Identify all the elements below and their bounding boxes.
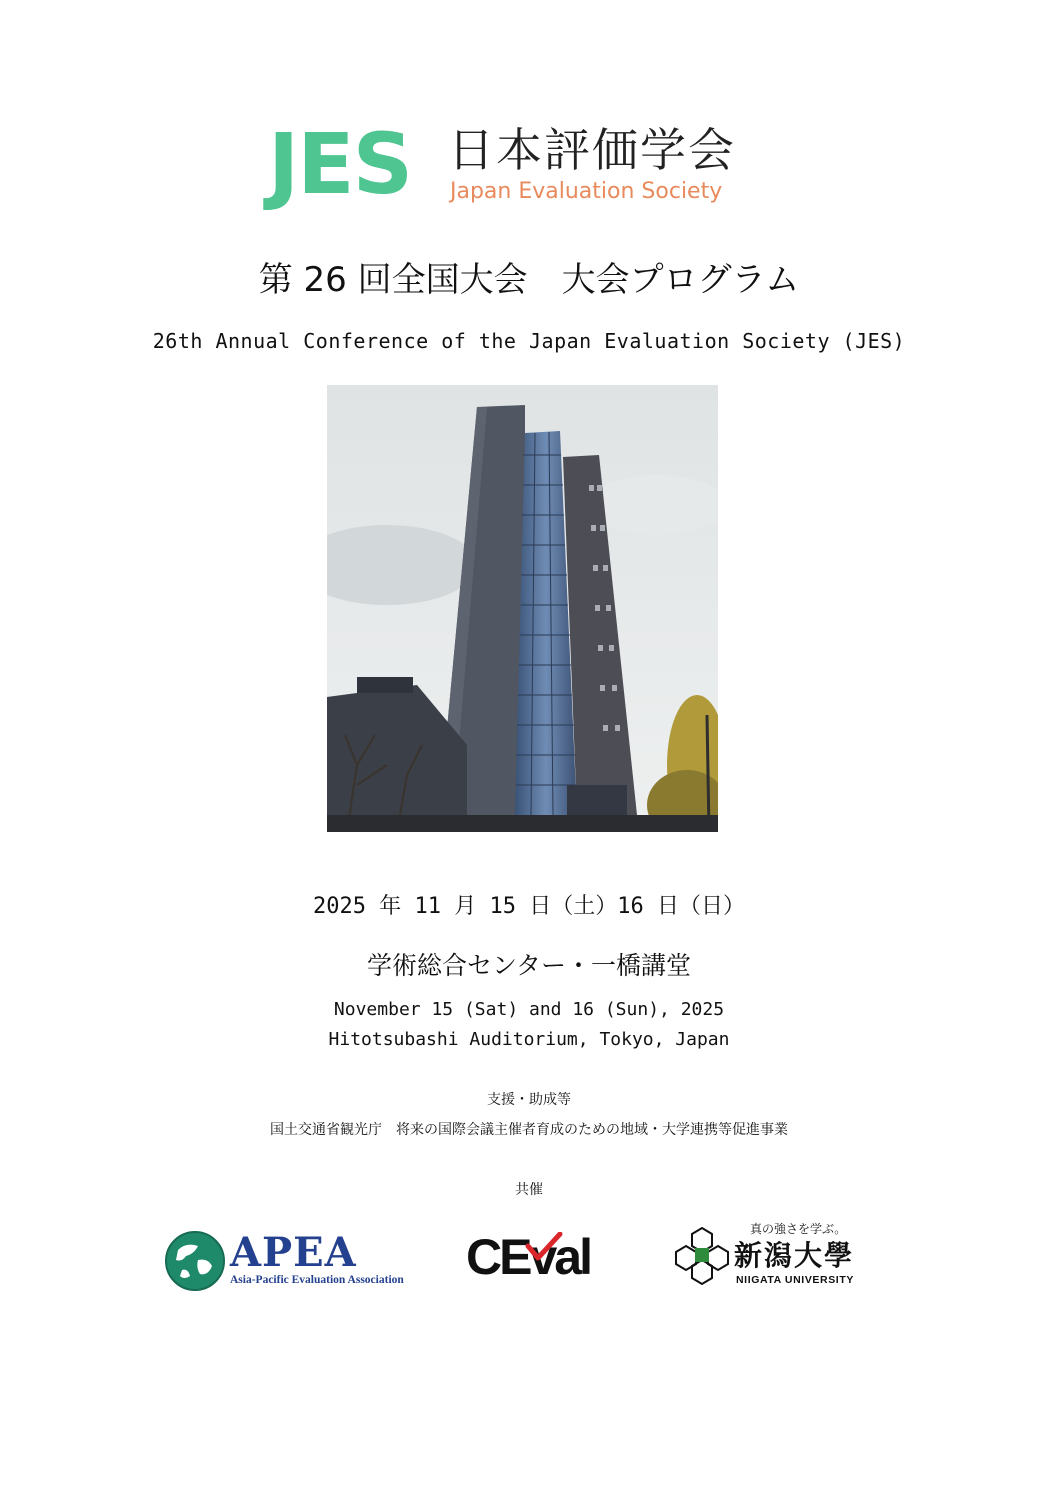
apea-subtitle: Asia-Pacific Evaluation Association bbox=[230, 1274, 404, 1286]
cohost-heading: 共催 bbox=[515, 1182, 543, 1198]
niigata-motto: 真の強さを学ぶ。 bbox=[750, 1222, 847, 1236]
apea-logo bbox=[164, 1228, 414, 1294]
globe-icon bbox=[164, 1230, 226, 1292]
jes-name-ja: 日本評価学会 bbox=[448, 123, 736, 177]
program-title-en: 26th Annual Conference of the Japan Evaluation Society (JES) bbox=[152, 329, 906, 353]
event-venue-en: Hitotsubashi Auditorium, Tokyo, Japan bbox=[328, 1029, 730, 1050]
ceval-name: CEval bbox=[466, 1229, 590, 1285]
jes-logo bbox=[268, 115, 758, 213]
event-date-en: November 15 (Sat) and 16 (Sun), 2025 bbox=[333, 999, 725, 1020]
jes-name-en: Japan Evaluation Society bbox=[450, 179, 723, 204]
niigata-name-ja: 新潟大學 bbox=[734, 1239, 855, 1272]
program-title-ja: 第 26 回全国大会 大会プログラム bbox=[258, 260, 800, 300]
hexagon-crest-icon bbox=[672, 1224, 732, 1288]
support-text: 国土交通省観光庁 将来の国際会議主催者育成のための地域・大学連携等促進事業 bbox=[270, 1122, 788, 1138]
venue-building-photo bbox=[327, 385, 718, 832]
jes-logo-letters: JES bbox=[268, 115, 412, 213]
niigata-name-en: NIIGATA UNIVERSITY bbox=[736, 1274, 854, 1286]
support-heading: 支援・助成等 bbox=[487, 1092, 571, 1108]
event-date-ja: 2025 年 11 月 15 日（土）16 日（日） bbox=[313, 894, 745, 919]
apea-name: APEA bbox=[230, 1229, 357, 1276]
check-mark-icon bbox=[524, 1232, 564, 1262]
ceval-logo bbox=[466, 1228, 592, 1286]
event-venue-ja: 学術総合センター・一橋講堂 bbox=[366, 951, 691, 980]
niigata-university-logo bbox=[672, 1222, 872, 1288]
